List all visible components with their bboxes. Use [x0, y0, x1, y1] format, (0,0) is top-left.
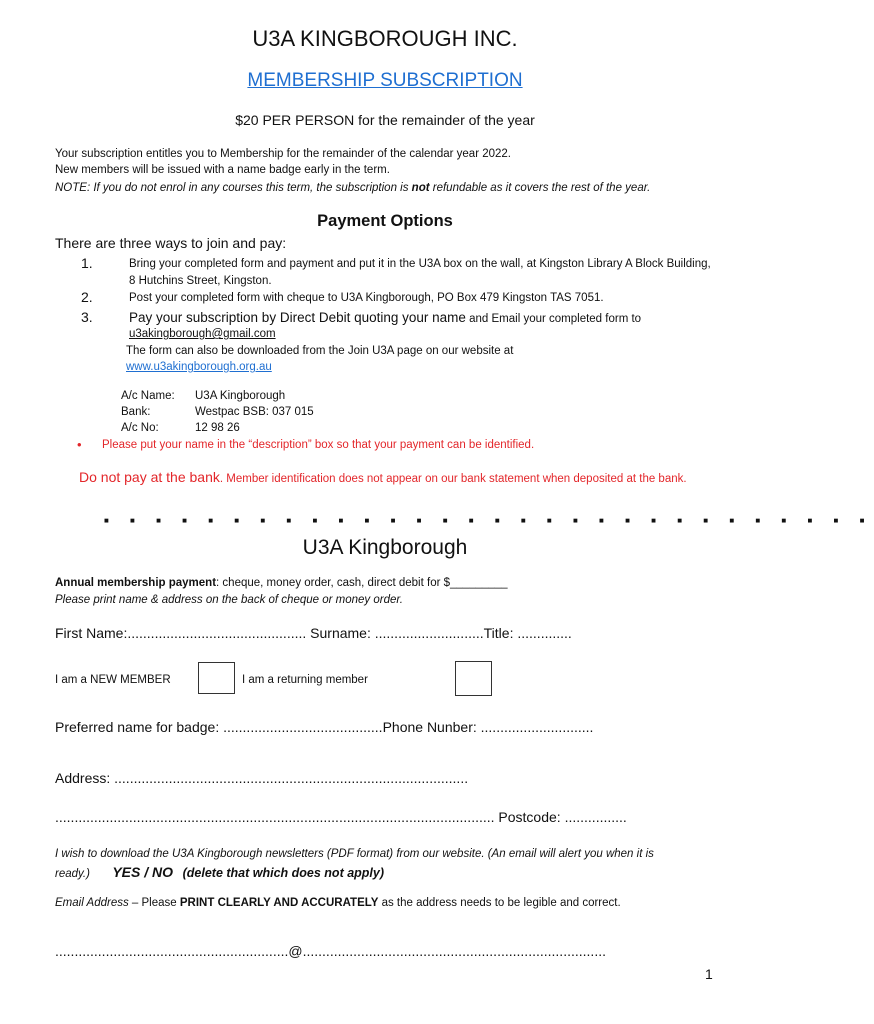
refund-note-emphasis: not	[411, 182, 430, 194]
badge-phone-line[interactable]: Preferred name for badge: .........................................Phone Nunber: .............................	[55, 719, 594, 735]
direct-debit-text: Pay your subscription by Direct Debit quoting your name	[129, 310, 466, 325]
email-instruction	[55, 897, 621, 909]
bank-warning-emphasis: Do not pay at the bank	[79, 469, 220, 485]
new-member-label: I am a NEW MEMBER	[55, 674, 171, 686]
email-instruction-rest: as the address needs to be legible and correct.	[378, 897, 621, 909]
website-link[interactable]: www.u3akingborough.org.au	[126, 361, 272, 373]
refund-note-text-end: refundable as it covers the rest of the year.	[429, 182, 651, 194]
email-address-line[interactable]: ............................................................@..............................................................................	[55, 943, 606, 959]
email-form-text: and Email your completed form to	[465, 313, 642, 325]
cheque-print-note: Please print name & address on the back of cheque or money order.	[55, 594, 403, 606]
email-print-clearly: PRINT CLEARLY AND ACCURATELY	[179, 897, 379, 909]
newsletter-text: I wish to download the U3A Kingborough newsletters (PDF format) from our website. (An email will alert you when it is ready.)	[55, 848, 654, 880]
address-line[interactable]: Address: ...........................................................................................	[55, 770, 469, 786]
returning-member-label: I am a returning member	[242, 674, 368, 686]
newsletter-preference	[55, 845, 715, 883]
email-dash: – Please	[128, 897, 180, 909]
intro-line-1: Your subscription entitles you to Membership for the remainder of the calendar year 2022.	[55, 148, 511, 160]
annual-payment-line	[55, 577, 508, 589]
account-number-label: A/c No:	[121, 422, 159, 434]
annual-payment-label: Annual membership payment	[55, 577, 217, 589]
membership-subscription-heading: MEMBERSHIP SUBSCRIPTION	[247, 70, 523, 91]
account-name-label: A/c Name:	[121, 390, 175, 402]
refund-note	[55, 180, 705, 196]
bank-warning-detail: . Member identification does not appear on our bank statement when deposited at the bank.	[219, 473, 687, 485]
ways-intro: There are three ways to join and pay:	[55, 235, 287, 251]
bank-label: Bank:	[121, 406, 151, 418]
new-member-checkbox[interactable]	[198, 662, 235, 694]
email-address-label: Email Address	[55, 897, 129, 909]
bullet-icon: •	[77, 437, 82, 452]
name-field-line[interactable]: First Name:.............................................. Surname: ............................Title: ..............	[55, 625, 572, 641]
account-number-value: 12 98 26	[195, 422, 240, 434]
intro-line-2: New members will be issued with a name badge early in the term.	[55, 164, 390, 176]
payment-option-1: Bring your completed form and payment and put it in the U3A box on the wall, at Kingston Library A Block Building, 8 Hutchins Street, Kingston.	[129, 258, 711, 287]
form-heading: U3A Kingborough	[302, 536, 468, 559]
delete-note: (delete that which does not apply)	[182, 866, 385, 880]
account-name-value: U3A Kingborough	[195, 390, 286, 402]
returning-member-checkbox[interactable]	[455, 661, 492, 696]
price-line: $20 PER PERSON for the remainder of the year	[235, 112, 535, 128]
separator-dots: ■ ■ ■ ■ ■ ■ ■ ■ ■ ■ ■ ■ ■ ■ ■ ■ ■ ■ ■ ■ ■ ■ ■ ■ ■ ■ ■ ■ ■ ■	[104, 516, 874, 525]
refund-note-text: NOTE: If you do not enrol in any courses this term, the subscription is	[55, 182, 412, 194]
yes-no-choice[interactable]: YES / NO	[112, 864, 174, 880]
page-number: 1	[705, 966, 713, 982]
item-number-2: 2.	[81, 289, 93, 305]
item-number-3: 3.	[81, 309, 93, 325]
annual-payment-methods: : cheque, money order, cash, direct debit for $_________	[216, 577, 508, 589]
contact-email[interactable]: u3akingborough@gmail.com	[129, 328, 276, 340]
document-title: U3A KINGBOROUGH INC.	[252, 26, 518, 51]
description-box-note: Please put your name in the “description” box so that your payment can be identified.	[102, 439, 535, 451]
download-text: The form can also be downloaded from the Join U3A page on our website at	[126, 345, 514, 357]
item-number-1: 1.	[81, 255, 93, 271]
bank-warning	[79, 469, 719, 488]
bank-value: Westpac BSB: 037 015	[195, 406, 314, 418]
postcode-line[interactable]: ................................................................................................................. Postcode: ................	[55, 809, 627, 825]
payment-options-heading: Payment Options	[317, 212, 453, 230]
payment-option-2: Post your completed form with cheque to U3A Kingborough, PO Box 479 Kingston TAS 7051.	[129, 292, 604, 304]
